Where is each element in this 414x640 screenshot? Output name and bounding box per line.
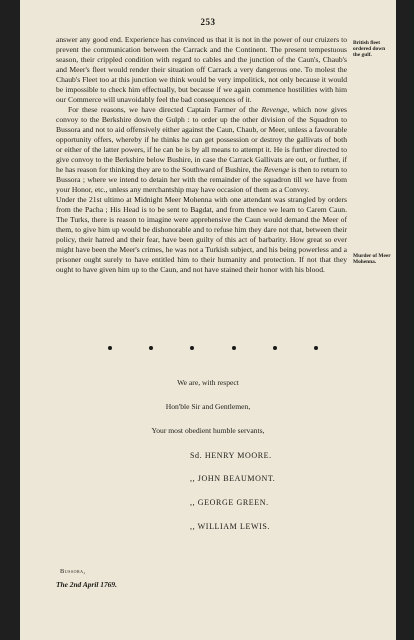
place-line: Bussora, (60, 568, 86, 575)
paragraph-1: answer any good end. Experience has convinced us that it is not in the power of our cruizers to prevent the communication between the Carrack and the Continent. The present tempestuous season, their crippled condition with regard to cables and the junction of the Caun's, Chaub's and Meer's fleet would render their situation off Carrack a very dangerous one. To molest the Chaub's Fleet too at this junction we think would be very impolitick, not only because it would be impossible to check him effectually, but because if we again commence hostilities with him our Commerce will unavoidably feel the bad consequences of it. (56, 35, 347, 104)
margin-note-fleet: British fleet ordered down the gulf. (353, 40, 386, 58)
margin-note-murder: Murder of Meer Mohenna. (353, 253, 391, 265)
paragraph-2-middle: , which now gives convoy to the Berkshire down the Gulph : to order up the other division of the Squadron to Bussora and not to aid offensively either against the Caun, Chaub, or Meer, unless a favourable opportunity offers, whereby if he thinks he can get possession or destroy the gallivats of both or either of the latter powers, if he can be is by all means to attempt it. He is further directed to give convoy to the Berkshire below Bushire, in case the Carrack Gallivats are out, or further, if he has reason for thinking they are to the Southward of Bushire, the (56, 105, 347, 174)
ship-name-revenge: Revenge (261, 105, 288, 114)
signature-george-green: ,, GEORGE GREEN. (190, 498, 269, 507)
closing-line-2: Hon'ble Sir and Gentlemen, (165, 402, 251, 411)
paragraph-2-end: is then to return to Bussora ; where we intend to detain her with the remainder of the squadron till we have from your Honor, etc., unless any merchantship may have occasion of them as a Convey. (56, 165, 348, 194)
date-line: The 2nd April 1769. (56, 580, 117, 589)
paragraph-3: Under the 21st ultimo at Midnight Meer Mohenna with one attendant was strangled by orders from the Pacha ; His Head is to be sent to Bagdat, and from thence we learn to Carem Caun. The Turks, there is reason to imagine were apprehensive the Caun would demand the Meer of them, to give him up would be dishonorable and to refuse him they dare not that, between their policy, their hatred and their fear, have been guilty of this act of barbarity. How great so ever might have been the Meer's crimes, he was not a Turkish subject, and his being powerless and a prisoner ought surely to have entitled him to their humanity and protection. If not that they ought to have given him up to the Caun, and not have stained their honor with his blood. (56, 195, 347, 274)
signature-henry-moore: Sd. HENRY MOORE. (190, 451, 272, 460)
signature-john-beaumont: ,, JOHN BEAUMONT. (190, 474, 276, 483)
section-separator-dots (108, 346, 318, 350)
paragraph-2-start: For these reasons, we have directed Captain Farmer of the (68, 105, 262, 114)
document-page (20, 0, 396, 640)
letter-body (56, 35, 347, 275)
paragraph-2 (56, 105, 347, 195)
page-number: 253 (200, 17, 216, 27)
ship-name-revenge-2: Revenge (263, 165, 290, 174)
closing-line-1: We are, with respect (177, 378, 239, 387)
closing-line-3: Your most obedient humble servants, (151, 426, 265, 435)
signature-william-lewis: ,, WILLIAM LEWIS. (190, 522, 271, 531)
